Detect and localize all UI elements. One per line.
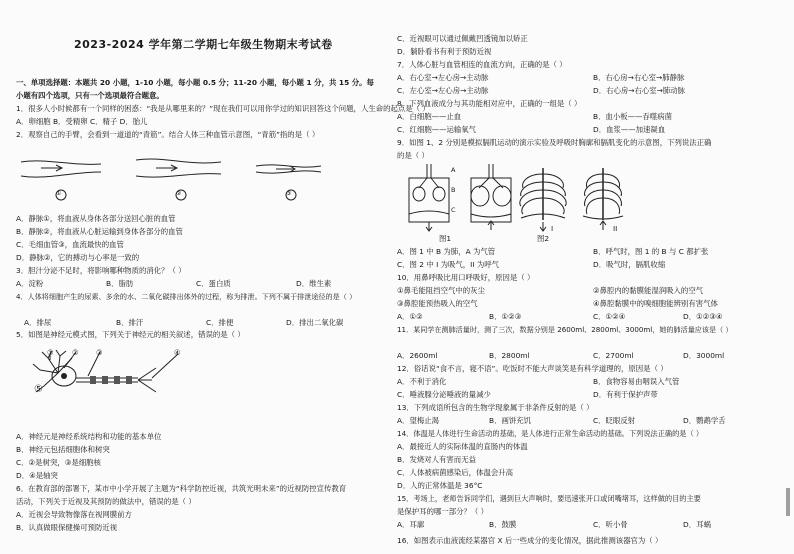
- q13-option-a: A．望梅止渴: [397, 416, 440, 425]
- q3-option-d: D．维生素: [296, 279, 332, 288]
- q6-stem-cont: 活动，下列关于近视及其预防的做法中，错误的是（ ）: [16, 497, 196, 506]
- q14-option-c: C．人体被病菌感染后，体温会升高: [397, 468, 514, 477]
- q10-item-2: ②鼻腔内的黏膜能湿润吸入的空气: [593, 286, 704, 295]
- q12-option-c: C．唾液腺分泌唾液的量减少: [397, 390, 491, 399]
- roman-ii: II: [613, 224, 618, 233]
- q3-option-a: A．淀粉: [16, 279, 44, 288]
- q6-option-a: A．近视会导致物像落在视网膜前方: [16, 510, 132, 519]
- q16-stem: 16．如图表示血液流经某器官 X 后一些成分的变化情况，据此推测该器官为（ ）: [397, 536, 663, 545]
- q14-option-a: A．最接近人的实际体温的直肠内的体温: [397, 442, 528, 451]
- svg-text:⑤: ⑤: [34, 384, 43, 395]
- q2-option-d: D．静脉②，它的搏动与心率是一致的: [16, 253, 140, 262]
- q3-stem: 3．胆汁分泌不足时，将影响哪种物质的消化？（ ）: [16, 266, 186, 275]
- label-b: B: [451, 186, 456, 194]
- q4-option-d: D．排出二氧化碳: [286, 318, 344, 327]
- q1-stem: 1．很多人小时候都有一个同样的困惑：“我是从哪里来的？”现在我们可以用你学过的知识回答这个问题，人生命的起点是（ ）: [16, 104, 430, 113]
- q7-option-a: A．右心室→左心房→主动脉: [397, 73, 489, 82]
- q14-option-b: B．发烧对人有害而无益: [397, 455, 476, 464]
- q10-item-3: ③鼻腔能预热吸入的空气: [397, 299, 478, 308]
- q7-option-b: B．右心房→右心室→肺静脉: [593, 73, 685, 82]
- q11-option-d: D．3000ml: [683, 351, 725, 360]
- neuron-label-3: ③: [96, 348, 103, 357]
- q12-stem: 12．俗话说“食不言，寝不语”。吃饭时不能大声谈笑是有科学道理的，原因是（ ）: [397, 364, 668, 373]
- q15-option-b: B．鼓膜: [489, 520, 517, 529]
- section1-header-cont: 小题有四个选项，只有一个选项最符合题意。: [16, 91, 164, 100]
- q11-option-a: A．2600ml: [397, 351, 438, 360]
- blood-vessel-diagram: [16, 150, 356, 205]
- vessel-label-3: ③: [286, 190, 292, 197]
- binding-mark: [786, 488, 790, 516]
- q15-option-a: A．耳廓: [397, 520, 425, 529]
- q8-option-a: A．白细胞——止血: [397, 112, 462, 121]
- q7-option-d: D．右心房→右心室→肺动脉: [593, 86, 685, 95]
- label-a: A: [451, 166, 456, 174]
- q8-option-b: B．血小板——吞噬病菌: [593, 112, 672, 121]
- q11-option-b: B．2800ml: [489, 351, 530, 360]
- section1-header: 一、单项选择题：本题共 20 小题，1-10 小题，每小题 0.5 分；11-20 小题，每小题 1 分，共 15 分。每: [16, 78, 374, 87]
- roman-i: I: [551, 224, 554, 233]
- q9-option-b: B．呼气时，图 1 的 B 与 C 都扩张: [593, 247, 709, 256]
- q1-options: A．卵细胞 B．受精卵 C．精子 D．胎儿: [16, 117, 148, 126]
- exam-title: 2023-2024 学年第二学期七年级生物期末考试卷: [74, 38, 333, 51]
- q12-option-d: D．有利于保护声带: [593, 390, 658, 399]
- q10-option-a: A．①②: [397, 312, 423, 321]
- q5-option-c: C．②是树突，③是细胞核: [16, 458, 101, 467]
- q11-stem: 11．某同学在测肺活量时，测了三次，数据分别是 2600ml、2800ml、3000ml，她的肺活量应该是（ ）: [397, 325, 733, 334]
- q2-option-b: B．静脉②，将血液从心脏运输到身体各部分的血管: [16, 227, 183, 236]
- q8-option-d: D．血浆——加速凝血: [593, 125, 666, 134]
- q5-option-a: A．神经元是神经系统结构和功能的基本单位: [16, 432, 162, 441]
- q10-option-c: C．①②④: [593, 312, 626, 321]
- figure-1-caption: 图1: [439, 234, 452, 243]
- neuron-label-4: ④: [174, 348, 181, 357]
- q14-stem: 14．体温是人体进行生命活动的基础，是人体进行正常生命活动的基础。下列说法正确的是（ ）: [397, 429, 704, 438]
- q13-option-c: C．眨眼反射: [593, 416, 636, 425]
- q4-stem: 4．人体将细胞产生的尿素、多余的水、二氧化碳排出体外的过程，称为排泄。下列不属于排泄途径的是（ ）: [16, 292, 357, 301]
- q2-stem: 2．观察自己的手臂，会看到一道道的“青筋”。结合人体三种血管示意图，“青筋”指的是（ ）: [16, 130, 320, 139]
- bell-jar-diagram: [401, 164, 521, 234]
- q10-option-d: D．①②③④: [683, 312, 723, 321]
- q6-stem: 6．在教育部的部署下，某市中小学开展了主题为“科学防控近视，共筑光明未来”的近视防控宣传教育: [16, 484, 347, 493]
- q12-option-a: A．不利于消化: [397, 377, 447, 386]
- neuron-label-1: ①: [47, 348, 54, 357]
- neuron-label-2: ②: [72, 348, 79, 357]
- q12-option-b: B．食物容易由咽误入气管: [593, 377, 680, 386]
- q14-option-d: D．人的正常体温是 36°C: [397, 481, 483, 490]
- q10-stem: 10．用鼻呼吸比用口呼吸好，原因是（ ）: [397, 273, 535, 282]
- q15-stem-cont: 是保护耳的哪一部分？（ ）: [397, 507, 489, 516]
- q4-option-b: B．排汗: [116, 318, 144, 327]
- vessel-label-2: ②: [176, 190, 182, 197]
- q7-option-c: C．左心室→左心房→主动脉: [397, 86, 489, 95]
- q5-option-d: D．④是轴突: [16, 471, 58, 480]
- q7-stem: 7．人体心脏与血管相连的血流方向，正确的是（ ）: [397, 60, 567, 69]
- q6-option-c: C．近视眼可以通过佩戴凹透镜加以矫正: [397, 34, 528, 43]
- q6-option-b: B．认真做眼保健操可预防近视: [16, 523, 118, 532]
- q3-option-b: B．脂肪: [106, 279, 134, 288]
- q5-option-b: B．神经元包括细胞体和树突: [16, 445, 110, 454]
- q2-option-a: A．静脉①，将血液从身体各部分送回心脏的血管: [16, 214, 176, 223]
- q9-option-d: D．吸气时，膈肌收缩: [593, 260, 666, 269]
- q13-stem: 13．下列成语所包含的生物学现象属于非条件反射的是（ ）: [397, 403, 594, 412]
- q10-item-1: ①鼻毛能阻挡空气中的灰尘: [397, 286, 485, 295]
- q3-option-c: C．蛋白质: [196, 279, 231, 288]
- q9-option-c: C．图 2 中 I 为吸气，II 为呼气: [397, 260, 500, 269]
- q8-stem: 8．下列血液成分与其功能相对应中，正确的一组是（ ）: [397, 99, 582, 108]
- q9-option-a: A．图 1 中 B 为肺，A 为气管: [397, 247, 496, 256]
- q11-option-c: C．2700ml: [593, 351, 634, 360]
- label-c: C: [451, 206, 456, 214]
- q9-stem: 9．如图 1、2 分别是模拟膈肌运动的演示实验及呼吸时胸廓和膈肌变化的示意图，下列说法正确: [397, 138, 712, 147]
- q15-option-d: D．耳蜗: [683, 520, 711, 529]
- figure-2-caption: 图2: [537, 234, 550, 243]
- q6-option-d: D．躺卧看书有利于预防近视: [397, 47, 492, 56]
- q5-stem: 5．如图是神经元模式图，下列关于神经元的相关叙述，错误的是（ ）: [16, 330, 245, 339]
- q13-option-d: D．鹦鹉学舌: [683, 416, 726, 425]
- neuron-diagram: [28, 348, 208, 418]
- q9-stem-cont: 的是（ ）: [397, 151, 429, 160]
- q15-stem: 15．考场上，老师告诉同学们，遇到巨大声响时，要迅速张开口或闭嘴堵耳，这样做的目的主要: [397, 494, 701, 503]
- q2-option-c: C．毛细血管③，血流最快的血管: [16, 240, 124, 249]
- q13-option-b: B．画饼充饥: [489, 416, 532, 425]
- q10-item-4: ④鼻腔黏膜中的嗅细胞能辨别有害气体: [593, 299, 718, 308]
- q10-option-b: B．①②③: [489, 312, 522, 321]
- q4-option-a: A．排尿: [24, 318, 52, 327]
- vessel-label-1: ①: [56, 190, 62, 197]
- q4-option-c: C．排便: [206, 318, 234, 327]
- q8-option-c: C．红细胞——运输氧气: [397, 125, 477, 134]
- q15-option-c: C．听小骨: [593, 520, 628, 529]
